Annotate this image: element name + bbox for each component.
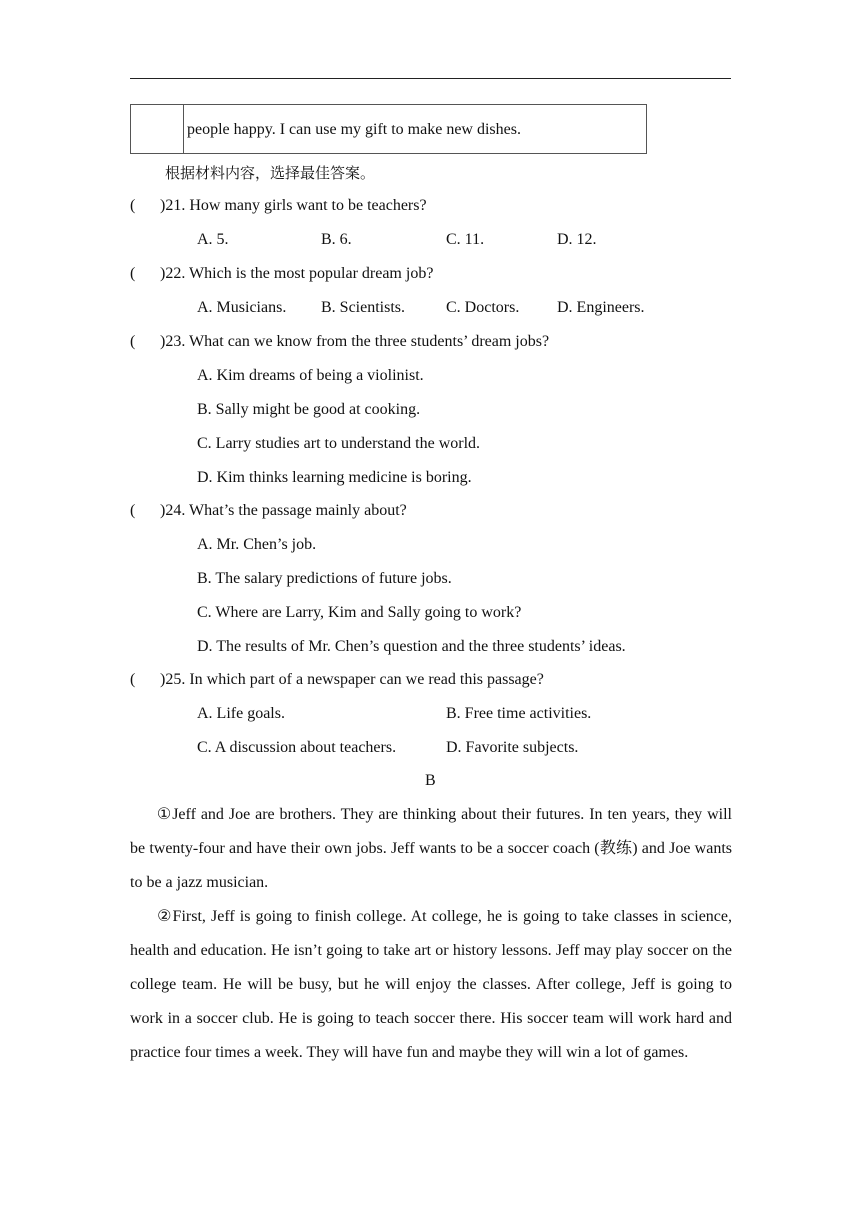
option-c[interactable]: C. Larry studies art to understand the world. xyxy=(197,435,481,452)
table-text-cell: people happy. I can use my gift to make new dishes. xyxy=(187,121,521,138)
option-d[interactable]: D. Engineers. xyxy=(557,299,645,316)
answer-blank[interactable]: ( xyxy=(130,197,136,214)
table-empty-cell xyxy=(131,105,184,153)
option-b[interactable]: B. Sally might be good at cooking. xyxy=(197,401,421,418)
option-b[interactable]: B. The salary predictions of future jobs. xyxy=(197,570,452,587)
header-rule xyxy=(130,78,731,79)
option-a[interactable]: A. 5. xyxy=(197,231,229,248)
option-d[interactable]: D. 12. xyxy=(557,231,597,248)
option-b[interactable]: B. Free time activities. xyxy=(446,705,592,722)
question-text: )21. How many girls want to be teachers? xyxy=(160,197,427,214)
passage-table-fragment xyxy=(130,104,647,154)
option-a[interactable]: A. Life goals. xyxy=(197,705,285,722)
option-d[interactable]: D. Favorite subjects. xyxy=(446,739,579,756)
instruction: 根据材料内容，选择最佳答案。 xyxy=(165,164,376,182)
paragraph-1 xyxy=(130,798,732,900)
option-c[interactable]: C. Doctors. xyxy=(446,299,520,316)
paragraph-2-text: ②First, Jeff is going to finish college. At college, he is going to take classes in science, health and education. He isn’t going to take art or history lessons. Jeff may play soccer on the college team. He will be busy, but he will enjoy the classes. After college, Jeff is going to work in a soccer club. He is going to teach soccer there. His soccer team will work hard and practice four times a week. They will have fun and maybe they will win a lot of games. xyxy=(130,908,732,1061)
option-c[interactable]: C. Where are Larry, Kim and Sally going to work? xyxy=(197,604,522,621)
option-a[interactable]: A. Musicians. xyxy=(197,299,287,316)
paragraph-2 xyxy=(130,900,732,1070)
question-text: )24. What’s the passage mainly about? xyxy=(160,502,407,519)
option-c[interactable]: C. A discussion about teachers. xyxy=(197,739,397,756)
paragraph-1-text: ①Jeff and Joe are brothers. They are thinking about their futures. In ten years, they will be twenty-four and have their own jobs. Jeff wants to be a soccer coach (教练) and Joe wants to be a jazz musician. xyxy=(130,806,732,891)
answer-blank[interactable]: ( xyxy=(130,265,136,282)
question-text: )23. What can we know from the three students’ dream jobs? xyxy=(160,333,550,350)
answer-blank[interactable]: ( xyxy=(130,333,136,350)
answer-blank[interactable]: ( xyxy=(130,502,136,519)
option-b[interactable]: B. 6. xyxy=(321,231,352,248)
option-b[interactable]: B. Scientists. xyxy=(321,299,406,316)
answer-blank[interactable]: ( xyxy=(130,671,136,688)
option-d[interactable]: D. The results of Mr. Chen’s question and the three students’ ideas. xyxy=(197,638,626,655)
question-text: )25. In which part of a newspaper can we read this passage? xyxy=(160,671,544,688)
section-label: B xyxy=(425,772,436,789)
option-d[interactable]: D. Kim thinks learning medicine is boring. xyxy=(197,469,472,486)
option-a[interactable]: A. Mr. Chen’s job. xyxy=(197,536,317,553)
question-text: )22. Which is the most popular dream job? xyxy=(160,265,434,282)
option-c[interactable]: C. 11. xyxy=(446,231,485,248)
option-a[interactable]: A. Kim dreams of being a violinist. xyxy=(197,367,424,384)
